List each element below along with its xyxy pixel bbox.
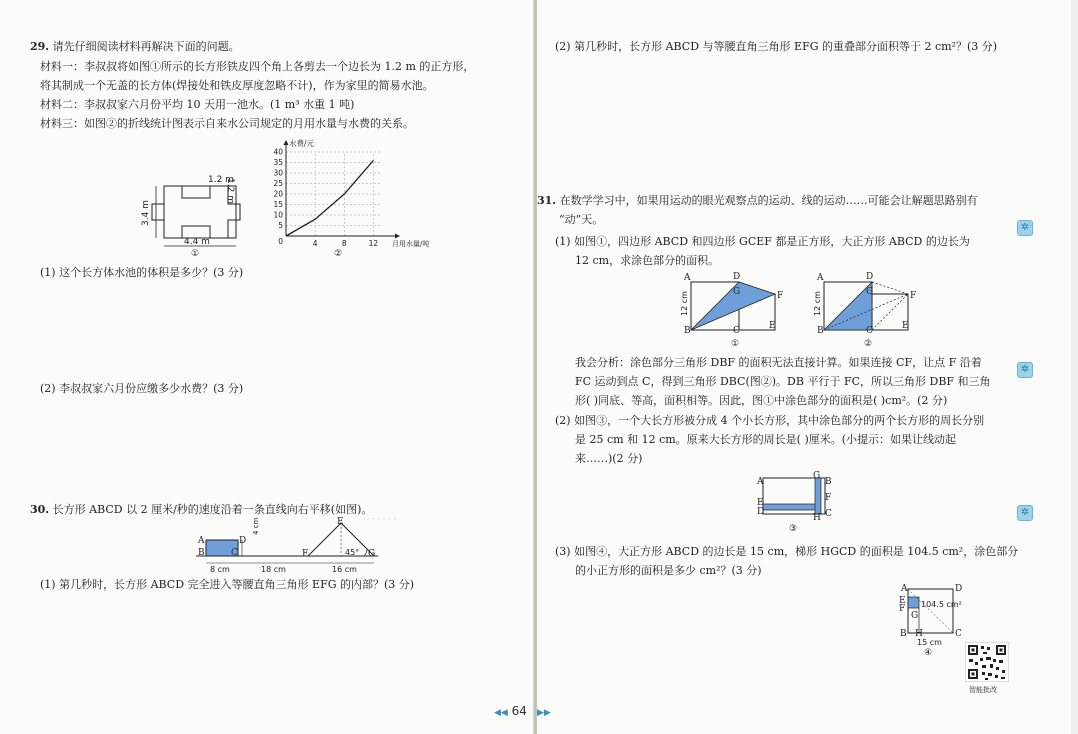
f1-label-b: B xyxy=(684,326,691,336)
q29-material3: 材料三：如图②的折线统计图表示自来水公司规定的月用水量与水费的关系。 xyxy=(40,117,414,130)
q31-part1-line1: (1) 如图①，四边形 ABCD 和四边形 GCEF 都是正方形，大正方形 ABCD 的边长为 xyxy=(555,235,970,248)
cut-size-right-label: 1.2 m xyxy=(225,178,235,204)
page-number: 64 xyxy=(511,704,527,718)
q29-question2: (2) 李叔叔家六月份应缴多少水费？(3 分) xyxy=(40,382,244,395)
chart-y-tick-label: 35 xyxy=(273,158,283,167)
cut-size-top-label: 1.2 m xyxy=(208,175,234,185)
f4-label-c: C xyxy=(955,629,962,639)
chart-y-tick-label: 40 xyxy=(273,147,283,157)
chart-series-line xyxy=(286,160,373,236)
q31-analysis-line3: 形( )同底、等高，面积相等。因此，图①中涂色部分的面积是( )cm²。(2 分) xyxy=(575,394,948,407)
f1-label-d: D xyxy=(733,272,741,282)
q31-part2-line3: 来……)(2 分) xyxy=(575,452,643,465)
chart-x-arrow xyxy=(395,234,400,239)
f4-label-b: B xyxy=(900,629,907,639)
f1-label-f: F xyxy=(777,291,784,301)
f3-label-c: C xyxy=(825,509,832,519)
dashed-df xyxy=(872,282,908,294)
q31-analysis-line1: 我会分析：涂色部分三角形 DBF 的面积无法直接计算。如果连接 CF，让点 F 沿着 xyxy=(575,356,982,369)
f2-label-d: D xyxy=(866,272,874,282)
chart-y-tick-label: 30 xyxy=(273,168,283,178)
q30-angle-label: 45° xyxy=(345,548,360,557)
q30-label-b: B xyxy=(198,548,205,558)
q30-question2: (2) 第几秒时，长方形 ABCD 与等腰直角三角形 EFG 的重叠部分面积等于 2 cm²？(3 分) xyxy=(555,40,998,53)
chart-y-tick-label: 20 xyxy=(273,189,283,199)
f3-label-b: B xyxy=(825,477,832,487)
f3-label-g: G xyxy=(813,471,821,481)
next-page-icon[interactable]: ▶▶ xyxy=(537,708,551,718)
q30-label-d: D xyxy=(239,536,247,546)
q30-number: 30. xyxy=(30,503,50,516)
f3-label-e: E xyxy=(757,498,764,508)
f1-label-a: A xyxy=(684,273,691,283)
q31-stem-b: “动”天。 xyxy=(559,213,604,226)
q29-intro-line xyxy=(30,40,240,53)
q31-part3-line1: (3) 如图④，大正方形 ABCD 的边长是 15 cm，梯形 HGCD 的面积是 104.5 cm²，涂色部分 xyxy=(555,545,1019,558)
watermark-left: ◦ ◦ ◦ ◦ ◦ ◦ xyxy=(366,516,397,523)
chart-y-tick-label: 10 xyxy=(273,210,283,220)
q31-stem-a: 在数学学习中，如果用运动的眼光观察点的运动、线的运动……可能会让解题思路别有 xyxy=(559,194,978,207)
f4-label-e: E xyxy=(899,596,906,606)
f1-label-g: G xyxy=(733,287,741,297)
f2-label-g: G xyxy=(866,287,874,297)
q30-dist-8-label: 8 cm xyxy=(210,565,230,574)
prev-page-icon[interactable]: ◀◀ xyxy=(494,708,508,718)
sheet-height-label: 3.4 m xyxy=(141,200,151,226)
q31-number: 31. xyxy=(537,194,557,207)
f3-caption: ③ xyxy=(789,524,798,534)
q29-material1-line2: 将其制成一个无盖的长方体(焊接处和铁皮厚度忽略不计)，作为家里的简易水池。 xyxy=(40,79,434,92)
chart-origin-label: 0 xyxy=(278,237,283,246)
f4-side-label: 15 cm xyxy=(917,638,942,647)
chart-x-axis-label: 月用水量/吨 xyxy=(392,240,430,248)
f2-label-f: F xyxy=(910,291,917,301)
shaded-strip-horizontal xyxy=(763,504,819,510)
f1-label-e: E xyxy=(769,321,776,331)
q30-label-a: A xyxy=(198,536,205,546)
page-number-group xyxy=(494,704,527,718)
q30-label-c: C xyxy=(231,548,238,558)
figure2-caption: ② xyxy=(334,249,343,259)
shaded-strip-vertical xyxy=(815,478,821,514)
side-tab-icon-1[interactable]: ✲ xyxy=(1017,220,1033,236)
q29-number: 29. xyxy=(30,40,50,53)
f3-label-h: H xyxy=(813,513,821,523)
f4-area-label: 104.5 cm² xyxy=(921,600,962,609)
f2-label-b: B xyxy=(817,326,824,336)
next-page-group xyxy=(537,704,551,718)
f2-label-e: E xyxy=(902,321,909,331)
f2-label-c: C xyxy=(866,326,873,336)
q30-question1: (1) 第几秒时，长方形 ABCD 完全进入等腰直角三角形 EFG 的内部？(3 分) xyxy=(40,578,415,591)
water-fee-chart xyxy=(262,134,442,258)
chart-y-tick-label: 15 xyxy=(273,200,283,209)
f4-label-a: A xyxy=(901,584,908,594)
f2-caption: ② xyxy=(864,339,873,349)
q30-height-label: 4 cm xyxy=(252,517,260,535)
q30-label-g: G xyxy=(368,549,376,559)
chart-y-tick-label: 25 xyxy=(273,179,283,188)
figure1-caption: ① xyxy=(191,249,200,259)
f2-label-a: A xyxy=(817,273,824,283)
side-tab-icon-2[interactable]: ✲ xyxy=(1017,362,1033,378)
f1-label-c: C xyxy=(733,326,740,336)
f4-label-h: H xyxy=(915,629,923,639)
q31-figure1 xyxy=(687,278,777,336)
q30-stem-line xyxy=(30,503,372,516)
qr-code-icon[interactable] xyxy=(965,642,1009,682)
small-shaded-square xyxy=(908,597,919,608)
q31-part3-line2: 的小正方形的面积是多少 cm²？(3 分) xyxy=(575,564,762,577)
q31-analysis-line2: FC 运动到点 C，得到三角形 DBC(图②)。DB 平行于 FC，所以三角形 DBF 和三角 xyxy=(575,375,991,388)
sheet-width-label: 4.4 m xyxy=(184,237,210,247)
q31-stem-line1 xyxy=(537,194,978,207)
left-page xyxy=(0,0,534,734)
f4-label-d: D xyxy=(955,584,963,594)
chart-x-tick-label: 12 xyxy=(368,239,379,248)
angle-mark xyxy=(364,549,367,556)
f3-label-f: F xyxy=(825,493,832,503)
chart-y-arrow xyxy=(284,140,289,145)
f4-label-g: G xyxy=(911,611,919,621)
q29-material2: 材料二：李叔叔家六月份平均 10 天用一池水。(1 m³ 水重 1 吨) xyxy=(40,98,355,111)
f4-caption: ④ xyxy=(924,648,933,658)
chart-y-tick-label: 5 xyxy=(278,221,283,230)
shaded-triangle-dbc xyxy=(824,282,872,330)
q31-part2-line2: 是 25 cm 和 12 cm。原来大长方形的周长是( )厘米。(小提示：如果让线动起 xyxy=(575,433,957,446)
q31-figure2 xyxy=(820,278,910,336)
q30-stem: 长方形 ABCD 以 2 厘米/秒的速度沿着一条直线向右平移(如图)。 xyxy=(52,503,373,516)
q31-part1-line2: 12 cm，求涂色部分的面积。 xyxy=(575,254,720,267)
chart-x-tick-label: 4 xyxy=(312,239,318,248)
q30-label-f: F xyxy=(302,549,309,559)
f2-side-label: 12 cm xyxy=(813,291,822,316)
chart-x-tick-label: 8 xyxy=(341,239,347,248)
f3-label-a: A xyxy=(757,477,764,487)
side-tab-icon-3[interactable]: ✲ xyxy=(1017,505,1033,521)
qr-label: 智能批改 xyxy=(969,686,997,694)
q29-material1-line1: 材料一：李叔叔将如图①所示的长方形铁皮四个角上各剪去一个边长为 1.2 m 的正方形， xyxy=(40,60,475,73)
q29-intro: 请先仔细阅读材料再解决下面的问题。 xyxy=(52,40,240,53)
q30-dist-16-label: 16 cm xyxy=(332,565,357,574)
right-page xyxy=(537,0,1071,734)
f3-label-d: D xyxy=(757,507,765,517)
q29-question1: (1) 这个长方体水池的体积是多少？(3 分) xyxy=(40,266,244,279)
f4-label-f: F xyxy=(899,604,906,614)
q31-part2-line1: (2) 如图③，一个大长方形被分成 4 个小长方形，其中涂色部分的两个长方形的周长分别 xyxy=(555,414,985,427)
f1-caption: ① xyxy=(731,339,740,349)
chart-y-axis-label: 水费/元 xyxy=(289,139,315,148)
q30-label-e: E xyxy=(337,517,344,527)
q30-dist-18-label: 18 cm xyxy=(261,565,286,574)
f1-side-label: 12 cm xyxy=(680,291,689,316)
